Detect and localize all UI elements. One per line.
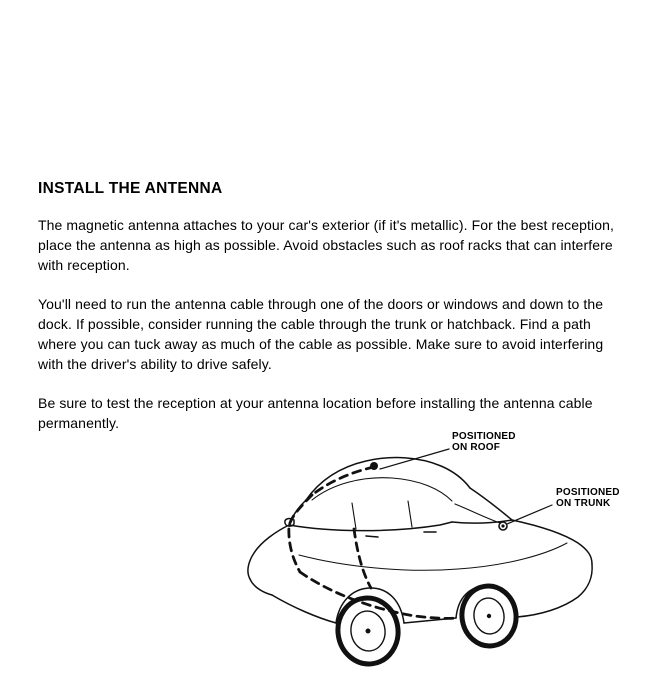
callout-trunk-line2: ON TRUNK xyxy=(556,498,611,509)
instructions-section xyxy=(38,180,626,452)
page-title: INSTALL THE ANTENNA xyxy=(38,180,223,197)
body-paragraph: You'll need to run the antenna cable through one of the doors or windows and down to the dock. If possible, consider running the cable through the trunk or hatchback. Find a path where you can tuck away as much of the cable as possible. Make sure to avoid interfering with the driver's ability to drive safely. xyxy=(38,296,604,372)
callout-positioned-on-trunk xyxy=(556,487,620,509)
roof-antenna-dot xyxy=(370,462,378,470)
callout-positioned-on-roof xyxy=(452,431,516,453)
antenna-placement-figure xyxy=(0,425,659,692)
body-paragraph: The magnetic antenna attaches to your car's exterior (if it's metallic). For the best reception, place the antenna as high as possible. Avoid obstacles such as roof racks that can interfere with reception. xyxy=(38,217,614,273)
callout-roof-line1: POSITIONED xyxy=(452,431,516,442)
callout-trunk-line1: POSITIONED xyxy=(556,487,620,498)
body-paragraph: Be sure to test the reception at your antenna location before installing the antenna cable permanently. xyxy=(38,395,593,431)
callout-roof-line2: ON ROOF xyxy=(452,442,501,453)
car-windows xyxy=(312,478,500,529)
callout-leader-lines xyxy=(380,449,552,524)
